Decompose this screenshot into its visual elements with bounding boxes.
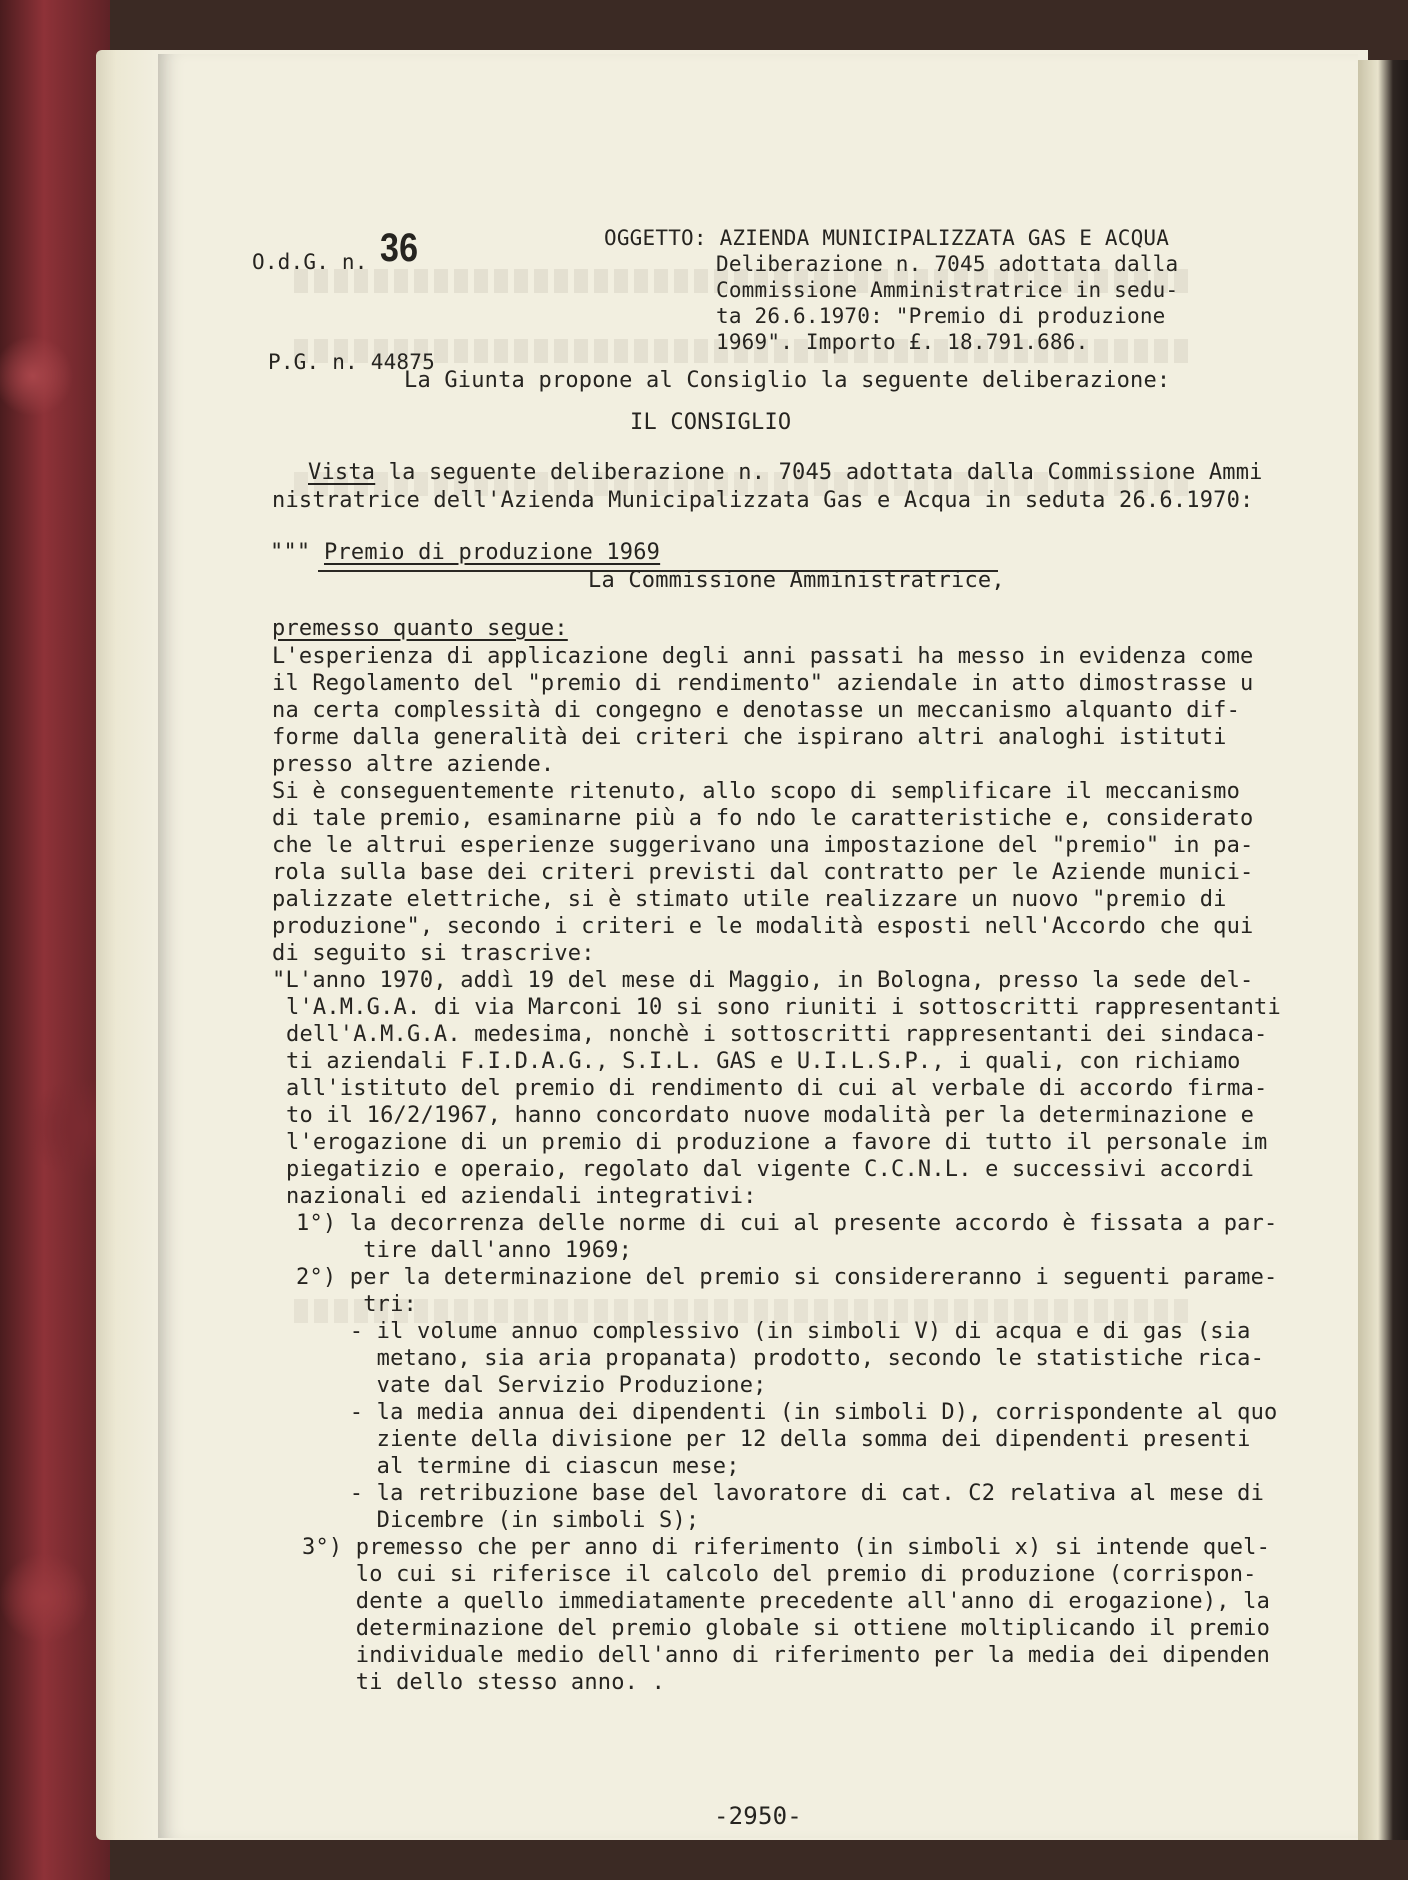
body-line: l'erogazione di un premio di produzione a favore di tutto il personale im [286,1130,1268,1155]
body-line: - il volume annuo complessivo (in simboli V) di acqua e di gas (sia [296,1319,1251,1344]
body-line: individuale medio dell'anno di riferimento per la media dei dipenden [302,1643,1271,1668]
body-line: Si è conseguentemente ritenuto, allo scopo di semplificare il meccanismo [272,779,1241,804]
body-line: 2°) per la determinazione del premio si considereranno i seguenti parame- [296,1265,1278,1290]
body-line: na certa complessità di congegno e denotasse un meccanismo alquanto dif- [272,698,1241,723]
body-line: al termine di ciascun mese; [296,1454,740,1479]
body-line: all'istituto del premio di rendimento di cui al verbale di accordo firma- [286,1076,1268,1101]
body-line: 1°) la decorrenza delle norme di cui al presente accordo è fissata a par- [296,1211,1278,1236]
premio-title: Premio di produzione 1969 [324,540,661,565]
oggetto-line: OGGETTO: AZIENDA MUNICIPALIZZATA GAS E ACQUA [604,226,1170,250]
body-line: l'A.M.G.A. di via Marconi 10 si sono riuniti i sottoscritti rappresentanti [286,995,1281,1020]
book-binding [0,0,110,1880]
body-line: presso altre aziende. [272,752,555,777]
body-line: dente a quello immediatamente precedente all'anno di erogazione), la [302,1589,1271,1614]
body-line: palizzate elettriche, si è stimato utile realizzare un nuovo "premio di [272,887,1227,912]
body-line: 3°) premesso che per anno di riferimento (in simboli x) si intende quel- [302,1535,1271,1560]
odg-label: O.d.G. n. [252,250,368,274]
commissione-line: La Commissione Amministratrice, [588,568,1005,593]
consiglio-heading: IL CONSIGLIO [630,410,792,435]
body-line: - la retribuzione base del lavoratore di cat. C2 relativa al mese di [296,1481,1265,1506]
body-line: metano, sia aria propanata) prodotto, secondo le statistiche rica- [296,1346,1265,1371]
body-line: tri: [296,1292,418,1317]
body-line: rola sulla base dei criteri previsti dal contratto per le Aziende munici- [272,860,1254,885]
body-line: il Regolamento del "premio di rendimento" aziendale in atto dimostrasse u [272,671,1254,696]
body-line: forme dalla generalità dei criteri che ispirano altri analoghi istituti [272,725,1227,750]
body-line: determinazione del premio globale si ottiene moltiplicando il premio [302,1616,1271,1641]
vista-line-2: nistratrice dell'Azienda Municipalizzata Gas e Acqua in seduta 26.6.1970: [272,488,1254,513]
body-line: nazionali ed aziendali integrativi: [286,1184,757,1209]
body-line: ti aziendali F.I.D.A.G., S.I.L. GAS e U.I.L.S.P., i quali, con richiamo [286,1049,1241,1074]
body-line: "L'anno 1970, addì 19 del mese di Maggio, in Bologna, presso la sede del- [272,968,1254,993]
body-line: ti dello stesso anno. . [302,1670,666,1695]
vista-line-1 [308,460,1263,485]
body-line: Dicembre (in simboli S); [296,1508,700,1533]
giunta-line: La Giunta propone al Consiglio la seguente deliberazione: [404,368,1171,393]
body-line: di seguito si trascrive: [272,941,595,966]
body-line: - la media annua dei dipendenti (in simboli D), corrispondente al quo [296,1400,1278,1425]
body-line: produzione", secondo i criteri e le modalità esposti nell'Accordo che qui [272,914,1254,939]
premesso-line: premesso quanto segue: [272,616,568,641]
body-line: L'esperienza di applicazione degli anni passati ha messo in evidenza come [272,644,1254,669]
pg-label: P.G. n. 44875 [268,350,435,374]
body-line: piegatizio e operaio, regolato dal vigente C.C.N.L. e successivi accordi [286,1157,1255,1182]
oggetto-line: Deliberazione n. 7045 adottata dalla [716,252,1179,276]
body-line: tire dall'anno 1969; [296,1238,633,1263]
body-line: to il 16/2/1967, hanno concordato nuove modalità per la determinazione e [286,1103,1255,1128]
vista-word: Vista [308,460,376,485]
body-line: lo cui si riferisce il calcolo del premio di produzione (corrispon- [302,1562,1257,1587]
right-page-edge [1358,60,1408,1840]
oggetto-line: ta 26.6.1970: "Premio di produzione [716,304,1166,328]
odg-number: 36 [380,226,419,270]
body-line: che le altrui esperienze suggerivano una impostazione del "premio" in pa- [272,833,1254,858]
oggetto-line: 1969". Importo £. 18.791.686. [716,330,1089,354]
body-line: vate dal Servizio Produzione; [296,1373,767,1398]
page-number: -2950- [714,1802,802,1830]
oggetto-line: Commissione Amministratrice in sedu- [716,278,1179,302]
body-line: dell'A.M.G.A. medesima, nonchè i sottoscritti rappresentanti dei sindaca- [286,1022,1268,1047]
document-page [158,54,1358,1838]
body-line: ziente della divisione per 12 della somma dei dipendenti presenti [296,1427,1251,1452]
quote-marks: """ [270,540,311,565]
vista-rest: la seguente deliberazione n. 7045 adottata dalla Commissione Ammi [375,460,1263,485]
body-line: di tale premio, esaminarne più a fo ndo le caratteristiche e, considerato [272,806,1254,831]
